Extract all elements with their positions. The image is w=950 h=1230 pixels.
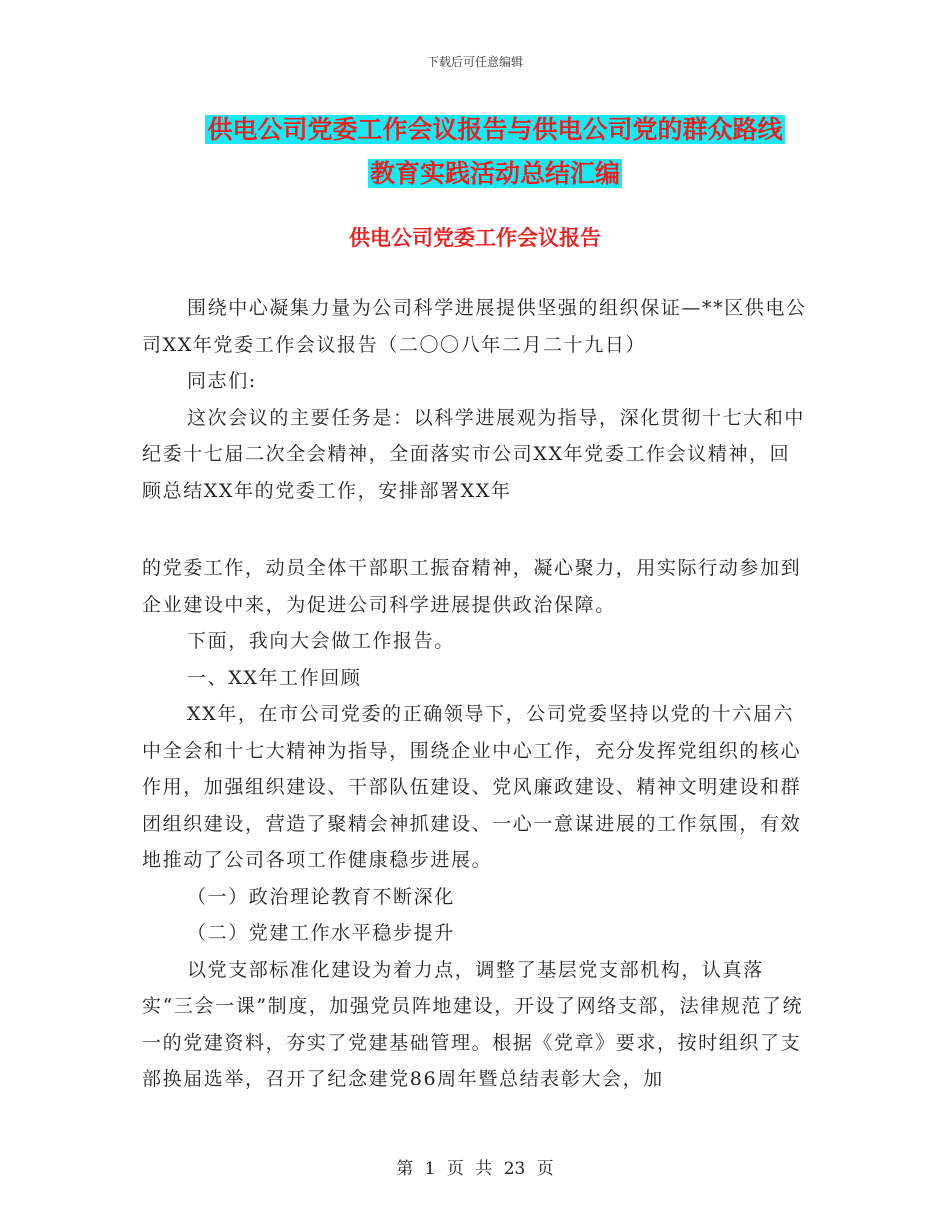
paragraph-subtitle: 围绕中心凝集力量为公司科学进展提供坚强的组织保证—**区供电公司XX年党委工作会议报告（二〇〇八年二月二十九日） xyxy=(142,297,807,356)
paragraph-intro: 这次会议的主要任务是：以科学进展观为指导，深化贯彻十七大和中纪委十七届二次全会精神，全面落实市公司XX年党委工作会议精神，回顾总结XX年的党委工作，安排部署XX年 xyxy=(142,406,806,502)
document-title-line-2: 教育实践活动总结汇编 xyxy=(369,159,620,188)
paragraph-continuation: 的党委工作，动员全体干部职工振奋精神，凝心聚力，用实际行动参加到企业建设中来，为促进公司科学进展提供政治保障。 xyxy=(142,557,802,616)
paragraph-report-intro: 下面，我向大会做工作报告。 xyxy=(187,630,455,652)
document-title xyxy=(150,108,840,196)
header-note: 下载后可任意编辑 xyxy=(426,55,523,69)
paragraph-salutation: 同志们: xyxy=(187,370,257,392)
body-block-1 xyxy=(142,290,808,509)
subheading-2: （二）党建工作水平稳步提升 xyxy=(187,922,455,944)
paragraph-review: XX年，在市公司党委的正确领导下，公司党委坚持以党的十六届六中全会和十七大精神为指导，围绕企业中心工作，充分发挥党组织的核心作用，加强组织建设、干部队伍建设、党风廉政建设、精神文明建设和群团组织建设，营造了聚精会神抓建设、一心一意谋进展的工作氛围，有效地推动了公司各项工作健康稳步进展。 xyxy=(142,703,802,871)
heading-section-1: 一、XX年工作回顾 xyxy=(187,666,362,689)
paragraph-party-building: 以党支部标准化建设为着力点，调整了基层党支部机构，认真落实“三会一课”制度，加强党员阵地建设，开设了网络支部，法律规范了统一的党建资料，夯实了党建基础管理。根据《党章》要求，按时组织了支部换届选举，召开了纪念建党86周年暨总结表彰大会，加 xyxy=(142,958,804,1090)
body-block-2 xyxy=(142,550,808,1098)
document-title-line-1: 供电公司党委工作会议报告与供电公司党的群众路线 xyxy=(207,115,783,144)
section-title: 供电公司党委工作会议报告 xyxy=(349,226,601,250)
subheading-1: （一）政治理论教育不断深化 xyxy=(187,885,455,908)
page-number-footer: 第 1 页 共 23 页 xyxy=(396,1159,554,1179)
